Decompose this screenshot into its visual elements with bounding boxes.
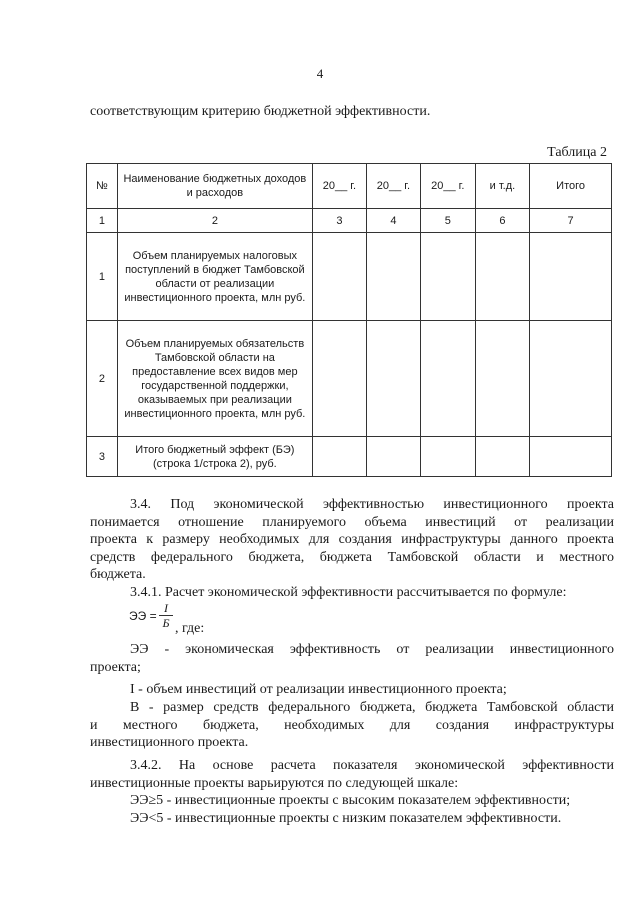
paragraph-line: проекта к размеру необходимых для создания инфраструктуры данного проекта <box>90 532 614 547</box>
formula-numerator: I <box>159 601 173 616</box>
col-number: 2 <box>117 209 312 233</box>
table-row <box>87 233 612 321</box>
paragraph-line: инвестиционные проекты варьируются по следующей шкале: <box>90 775 459 791</box>
empty-cell <box>366 321 420 437</box>
definition-b <box>90 699 614 752</box>
table-header-row <box>87 164 612 209</box>
table-caption: Таблица 2 <box>547 145 607 160</box>
budget-efficiency-table <box>86 163 612 477</box>
paragraph-3-4-1: 3.4.1. Расчет экономической эффективности рассчитывается по формуле: <box>130 585 567 600</box>
formula-fraction <box>159 601 173 630</box>
paragraph-line: средств федерального бюджета, бюджета Тамбовской области и местного <box>90 549 614 565</box>
paragraph-line: ЭЭ - экономическая эффективность от реализации инвестиционного <box>130 642 614 657</box>
header-year-2: 20__ г. <box>366 164 420 209</box>
empty-cell <box>530 321 612 437</box>
header-total: Итого <box>530 164 612 209</box>
table-row <box>87 437 612 477</box>
row-name: Объем планируемых обязательств Тамбовской области на предоставление всех видов мер государственной поддержки, оказываемых при реализации инвестиционного проекта, млн руб. <box>117 321 312 437</box>
intro-text: соответствующим критерию бюджетной эффективности. <box>90 104 431 119</box>
col-number: 1 <box>87 209 118 233</box>
paragraph-line: и местного бюджета, необходимых для создания инфраструктуры <box>90 717 614 733</box>
row-name: Итого бюджетный эффект (БЭ) (строка 1/строка 2), руб. <box>117 437 312 477</box>
empty-cell <box>530 233 612 321</box>
paragraph-line: 3.4. Под экономической эффективностью инвестиционного проекта <box>130 497 614 512</box>
formula-suffix: , где: <box>175 621 205 636</box>
paragraph-3-4-2 <box>90 757 614 792</box>
paragraph-3-4 <box>90 496 614 584</box>
row-number: 2 <box>87 321 118 437</box>
empty-cell <box>420 233 475 321</box>
empty-cell <box>530 437 612 477</box>
definition-i: I - объем инвестиций от реализации инвестиционного проекта; <box>130 682 507 697</box>
formula-lhs: ЭЭ = <box>129 609 157 623</box>
header-year-1: 20__ г. <box>312 164 366 209</box>
paragraph-line: В - размер средств федерального бюджета, бюджета Тамбовской области <box>130 700 614 715</box>
empty-cell <box>420 437 475 477</box>
col-number: 7 <box>530 209 612 233</box>
col-number: 5 <box>420 209 475 233</box>
header-number: № <box>87 164 118 209</box>
table-row <box>87 321 612 437</box>
col-number: 3 <box>312 209 366 233</box>
col-number: 4 <box>366 209 420 233</box>
scale-low: ЭЭ<5 - инвестиционные проекты с низким показателем эффективности. <box>130 811 562 826</box>
formula-denominator: Б <box>162 616 170 630</box>
header-name: Наименование бюджетных доходов и расходов <box>117 164 312 209</box>
definition-ee <box>90 641 614 676</box>
empty-cell <box>366 233 420 321</box>
paragraph-line: понимается отношение планируемого объема инвестиций от реализации <box>90 514 614 530</box>
row-name: Объем планируемых налоговых поступлений в бюджет Тамбовской области от реализации инвестиционного проекта, млн руб. <box>117 233 312 321</box>
empty-cell <box>312 233 366 321</box>
paragraph-line: 3.4.2. На основе расчета показателя экономической эффективности <box>130 758 614 773</box>
row-number: 3 <box>87 437 118 477</box>
empty-cell <box>475 437 529 477</box>
paragraph-line: инвестиционного проекта. <box>90 735 249 750</box>
page-number: 4 <box>316 66 324 81</box>
empty-cell <box>475 233 529 321</box>
row-number: 1 <box>87 233 118 321</box>
empty-cell <box>312 437 366 477</box>
column-number-row <box>87 209 612 233</box>
empty-cell <box>475 321 529 437</box>
scale-high: ЭЭ≥5 - инвестиционные проекты с высоким показателем эффективности; <box>130 793 571 808</box>
header-year-3: 20__ г. <box>420 164 475 209</box>
header-etc: и т.д. <box>475 164 529 209</box>
col-number: 6 <box>475 209 529 233</box>
paragraph-line: проекта; <box>90 659 141 675</box>
empty-cell <box>366 437 420 477</box>
empty-cell <box>312 321 366 437</box>
paragraph-line: бюджета. <box>90 567 146 582</box>
empty-cell <box>420 321 475 437</box>
